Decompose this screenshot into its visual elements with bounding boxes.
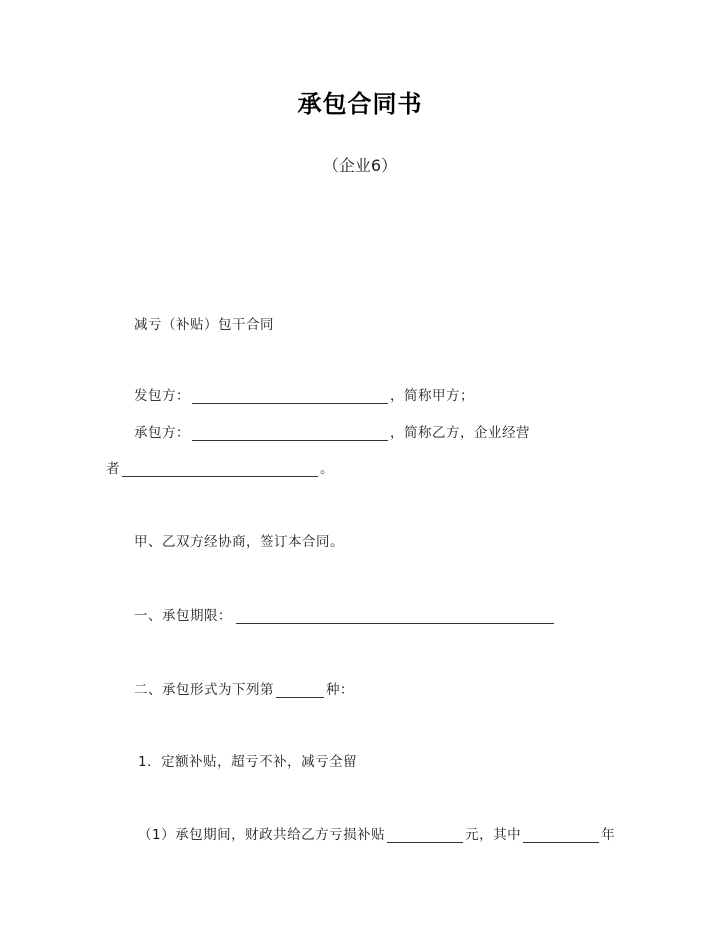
party-b-blank[interactable]	[192, 426, 388, 441]
clause-2-prefix: 二、承包形式为下列第	[134, 682, 274, 698]
document-subtitle: （企业6）	[322, 156, 398, 175]
operator-row	[106, 457, 334, 477]
clause-1-label: 一、承包期限：	[134, 608, 232, 624]
contract-heading	[134, 313, 274, 333]
clause-2-row	[134, 678, 354, 698]
party-b-label: 承包方：	[134, 425, 190, 441]
clause-2-suffix: 种：	[326, 682, 354, 698]
party-a-suffix: ，简称甲方；	[390, 388, 474, 404]
option-1-row	[138, 750, 357, 770]
party-a-label: 发包方：	[134, 388, 190, 404]
item-1-suffix: 年	[601, 827, 616, 843]
agreement-text: 甲、乙双方经协商，签订本合同。	[134, 534, 344, 550]
contract-term-blank[interactable]	[236, 609, 554, 624]
party-a-blank[interactable]	[192, 389, 388, 404]
party-b-suffix: ，简称乙方，企业经营	[390, 425, 530, 441]
operator-suffix: 。	[320, 461, 334, 477]
contract-form-blank[interactable]	[276, 683, 324, 698]
item-1-middle: 元，其中	[465, 827, 522, 843]
subsidy-amount-blank[interactable]	[387, 828, 463, 843]
operator-label: 者	[106, 461, 120, 477]
option-1-text: 1．定额补贴，超亏不补，减亏全留	[138, 754, 358, 770]
item-1-row	[138, 823, 615, 843]
operator-blank[interactable]	[122, 462, 318, 477]
year-blank[interactable]	[523, 828, 599, 843]
contract-heading-text: 减亏（补贴）包干合同	[134, 317, 274, 333]
agreement-row	[134, 530, 344, 550]
party-b-row	[134, 421, 530, 441]
item-1-prefix: （1）承包期间，财政共给乙方亏损补贴	[138, 827, 386, 843]
party-a-row	[134, 384, 474, 404]
document-title: 承包合同书	[297, 90, 423, 118]
clause-1-row	[134, 604, 556, 624]
